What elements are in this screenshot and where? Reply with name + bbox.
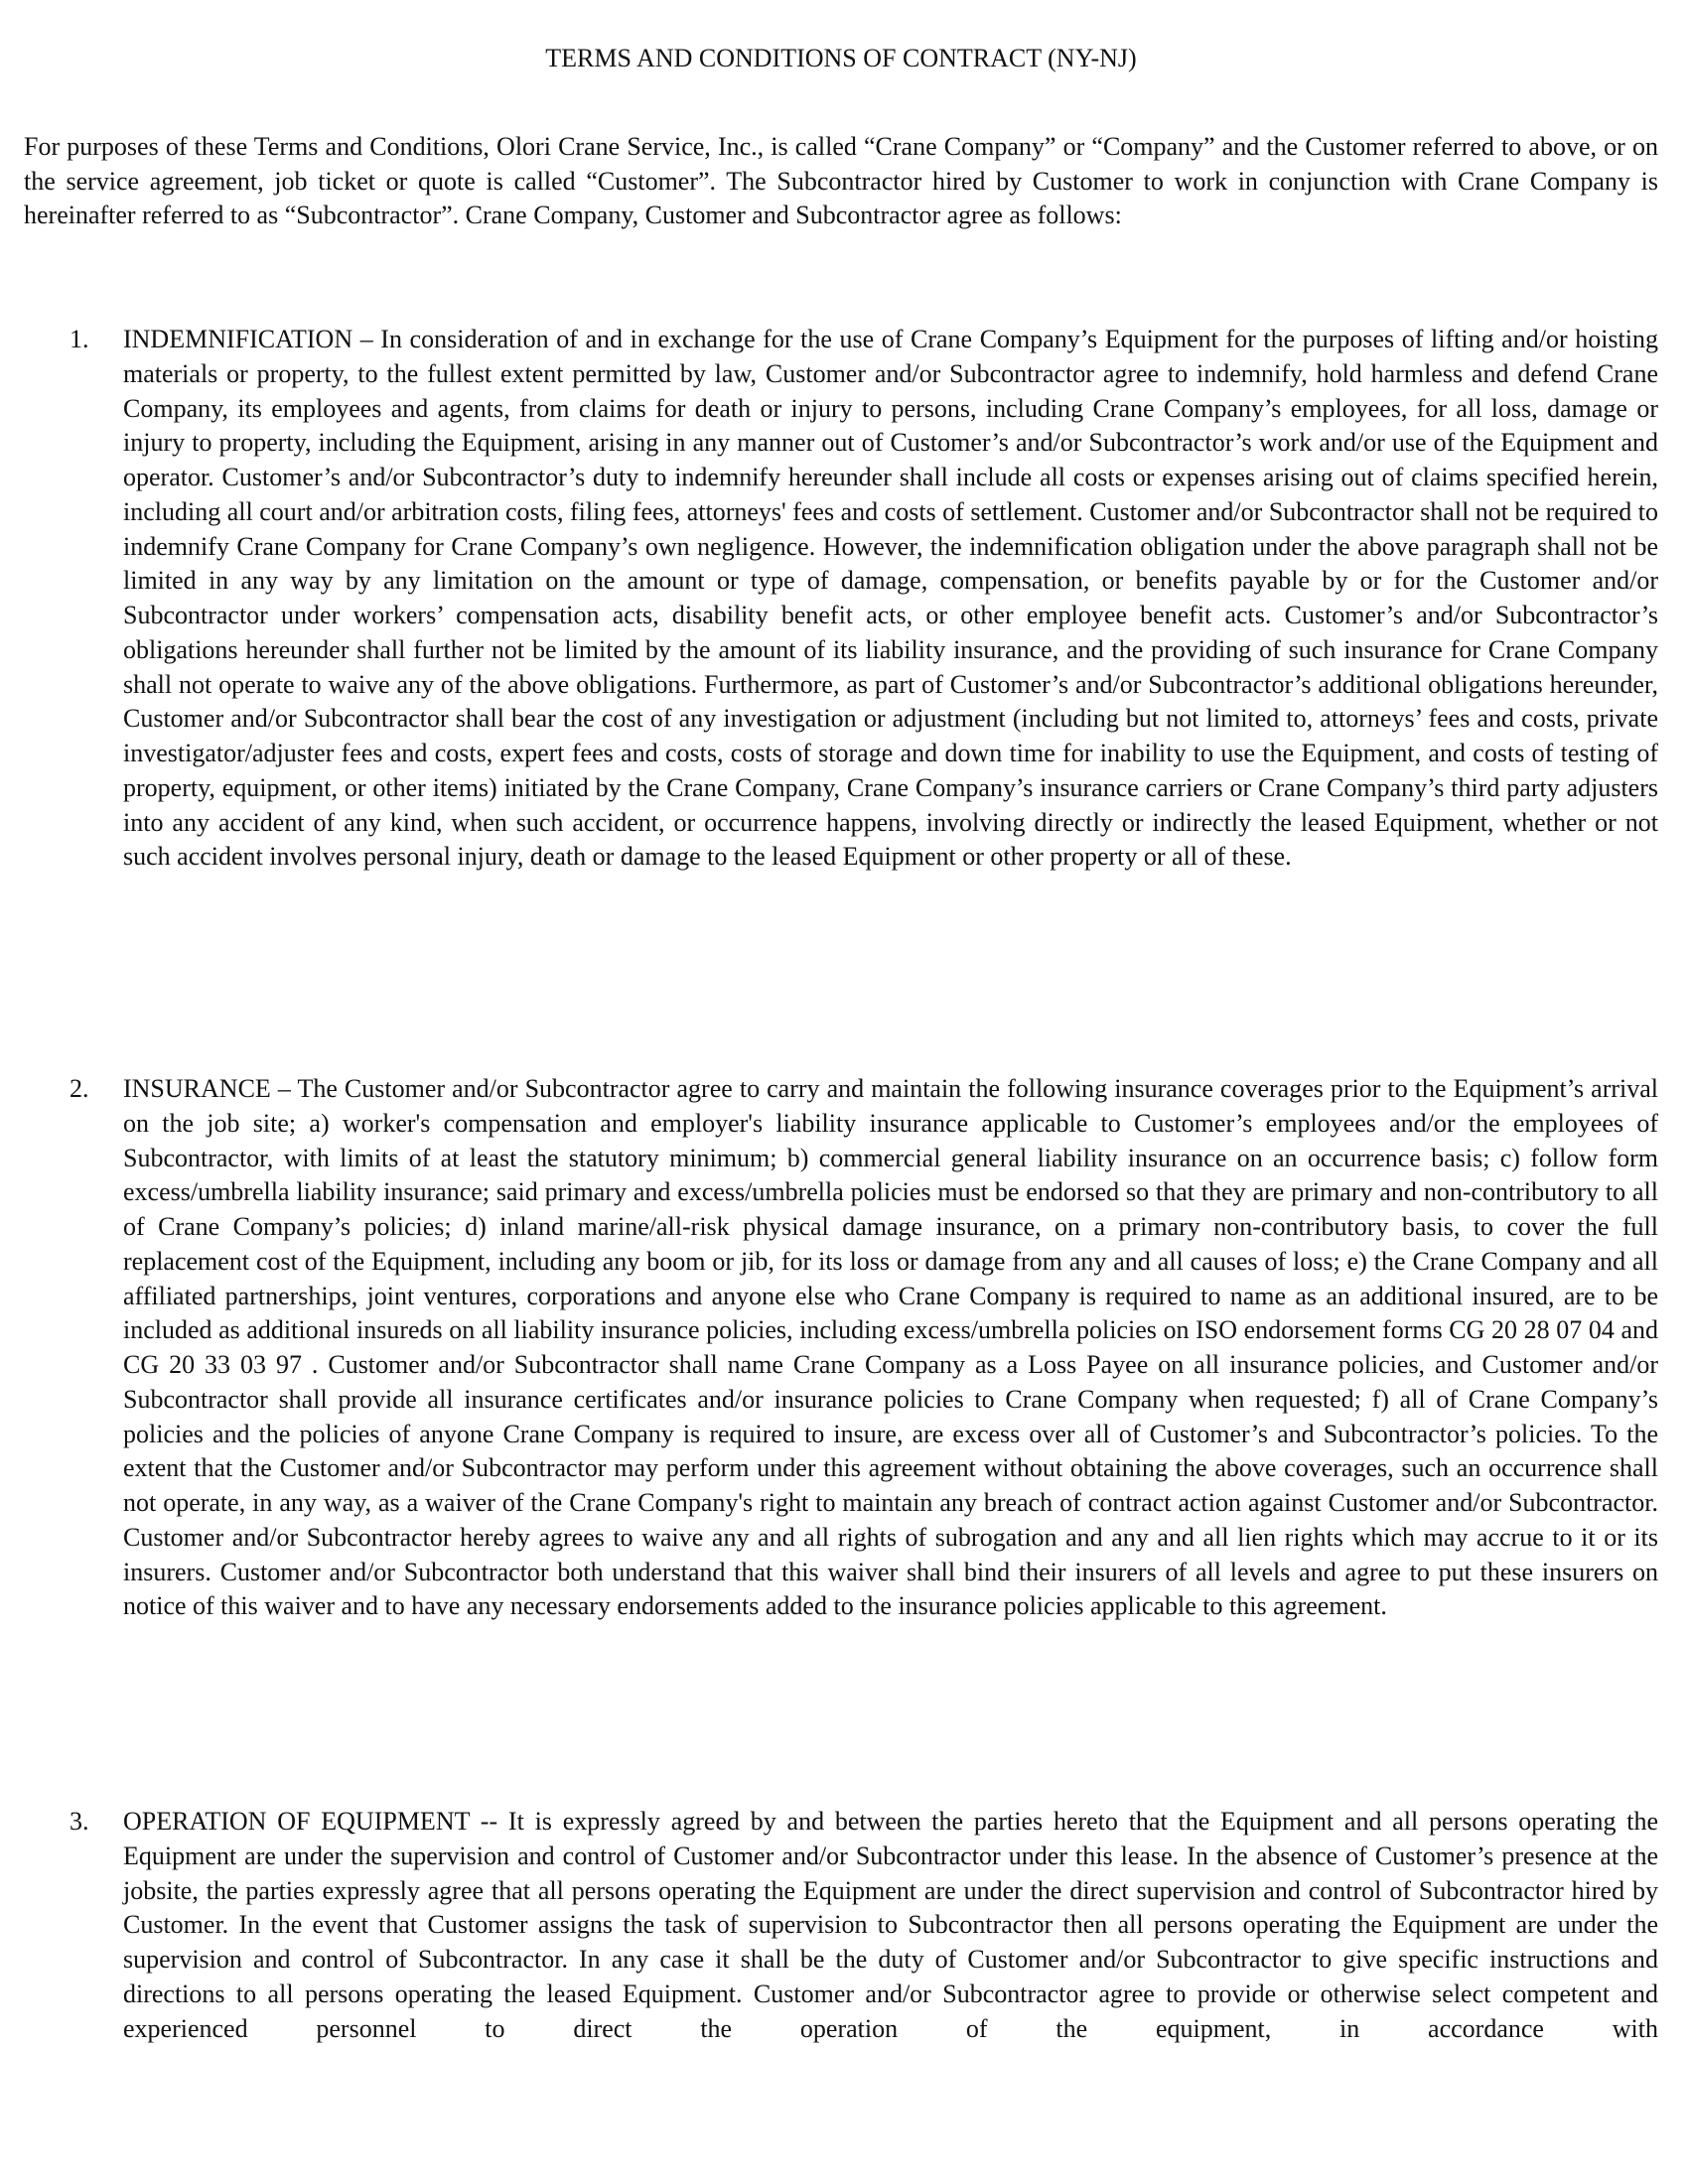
section-number: 3. (70, 1807, 89, 1836)
section-operation-of-equipment (24, 1805, 1658, 2046)
section-number: 1. (70, 325, 89, 353)
intro-paragraph: For purposes of these Terms and Conditions, Olori Crane Service, Inc., is called “Crane Company” or “Company” and the Customer referred to above, or on the service agreement, job ticket or quote is called “Customer”. The Subcontractor hired by Customer to work in conjunction with Crane Company is hereinafter referred to as “Subcontractor”. Crane Company, Customer and Subcontractor agree as follows: (24, 132, 1658, 230)
section-indemnification (24, 323, 1658, 875)
section-number: 2. (70, 1074, 89, 1103)
section-text: INDEMNIFICATION – In consideration of and in exchange for the use of Crane Company’s Equipment for the purposes of lifting and/or hoisting materials or property, to the fullest extent permitted by law, Customer and/or Subcontractor agree to indemnify, hold harmless and defend Crane Company, its employees and agents, from claims for death or injury to persons, including Crane Company’s employees, for all loss, damage or injury to property, including the Equipment, arising in any manner out of Customer’s and/or Subcontractor’s work and/or use of the Equipment and operator. Customer’s and/or Subcontractor’s duty to indemnify hereunder shall include all costs or expenses arising out of claims specified herein, including all court and/or arbitration costs, filing fees, attorneys' fees and costs of settlement. Customer and/or Subcontractor shall not be required to indemnify Crane Company for Crane Company’s own negligence. However, the indemnification obligation under the above paragraph shall not be limited in any way by any limitation on the amount or type of damage, compensation, or benefits payable by or for the Customer and/or Subcontractor under workers’ compensation acts, disability benefit acts, or other employee benefit acts. Customer’s and/or Subcontractor’s obligations hereunder shall further not be limited by the amount of its liability insurance, and the providing of such insurance for Crane Company shall not operate to waive any of the above obligations. Furthermore, as part of Customer’s and/or Subcontractor’s additional obligations hereunder, Customer and/or Subcontractor shall bear the cost of any investigation or adjustment (including but not limited to, attorneys’ fees and costs, private investigator/adjuster fees and costs, expert fees and costs, costs of storage and down time for inability to use the Equipment, and costs of testing of property, equipment, or other items) initiated by the Crane Company, Crane Company’s insurance carriers or Crane Company’s third party adjusters into any accident of any kind, when such accident, or occurrence happens, involving directly or indirectly the leased Equipment, whether or not such accident involves personal injury, death or damage to the leased Equipment or other property or all of these. (123, 325, 1658, 872)
document-title: TERMS AND CONDITIONS OF CONTRACT (NY-NJ) (545, 44, 1137, 72)
section-text: INSURANCE – The Customer and/or Subcontractor agree to carry and maintain the following insurance coverages prior to the Equipment’s arrival on the job site; a) worker's compensation and employer's liability insurance applicable to Customer’s employees and/or the employees of Subcontractor, with limits of at least the statutory minimum; b) commercial general liability insurance on an occurrence basis; c) follow form excess/umbrella liability insurance; said primary and excess/umbrella policies must be endorsed so that they are primary and non-contributory to all of Crane Company’s policies; d) inland marine/all-risk physical damage insurance, on a primary non-contributory basis, to cover the full replacement cost of the Equipment, including any boom or jib, for its loss or damage from any and all causes of loss; e) the Crane Company and all affiliated partnerships, joint ventures, corporations and anyone else who Crane Company is required to name as an additional insured, are to be included as additional insureds on all liability insurance policies, including excess/umbrella policies on ISO endorsement forms CG 20 28 07 04 and CG 20 33 03 97 . Customer and/or Subcontractor shall name Crane Company as a Loss Payee on all insurance policies, and Customer and/or Subcontractor shall provide all insurance certificates and/or insurance policies to Crane Company when requested; f) all of Crane Company’s policies and the policies of anyone Crane Company is required to insure, are excess over all of Customer’s and Subcontractor’s policies. To the extent that the Customer and/or Subcontractor may perform under this agreement without obtaining the above coverages, such an occurrence shall not operate, in any way, as a waiver of the Crane Company's right to maintain any breach of contract action against Customer and/or Subcontractor. Customer and/or Subcontractor hereby agrees to waive any and all rights of subrogation and any and all lien rights which may accrue to it or its insurers. Customer and/or Subcontractor both understand that this waiver shall bind their insurers of all levels and agree to put these insurers on notice of this waiver and to have any necessary endorsements added to the insurance policies applicable to this agreement. (123, 1074, 1658, 1621)
section-insurance (24, 1072, 1658, 1624)
section-text: OPERATION OF EQUIPMENT -- It is expressly agreed by and between the parties hereto that the Equipment and all persons operating the Equipment are under the supervision and control of Customer and/or Subcontractor under this lease. In the absence of Customer’s presence at the jobsite, the parties expressly agree that all persons operating the Equipment are under the direct supervision and control of Subcontractor hired by Customer. In the event that Customer assigns the task of supervision to Subcontractor then all persons operating the Equipment are under the supervision and control of Subcontractor. In any case it shall be the duty of Customer and/or Subcontractor to give specific instructions and directions to all persons operating the leased Equipment. Customer and/or Subcontractor agree to provide or otherwise select competent and experienced personnel to direct the operation of the equipment, in accordance with (123, 1807, 1658, 2043)
